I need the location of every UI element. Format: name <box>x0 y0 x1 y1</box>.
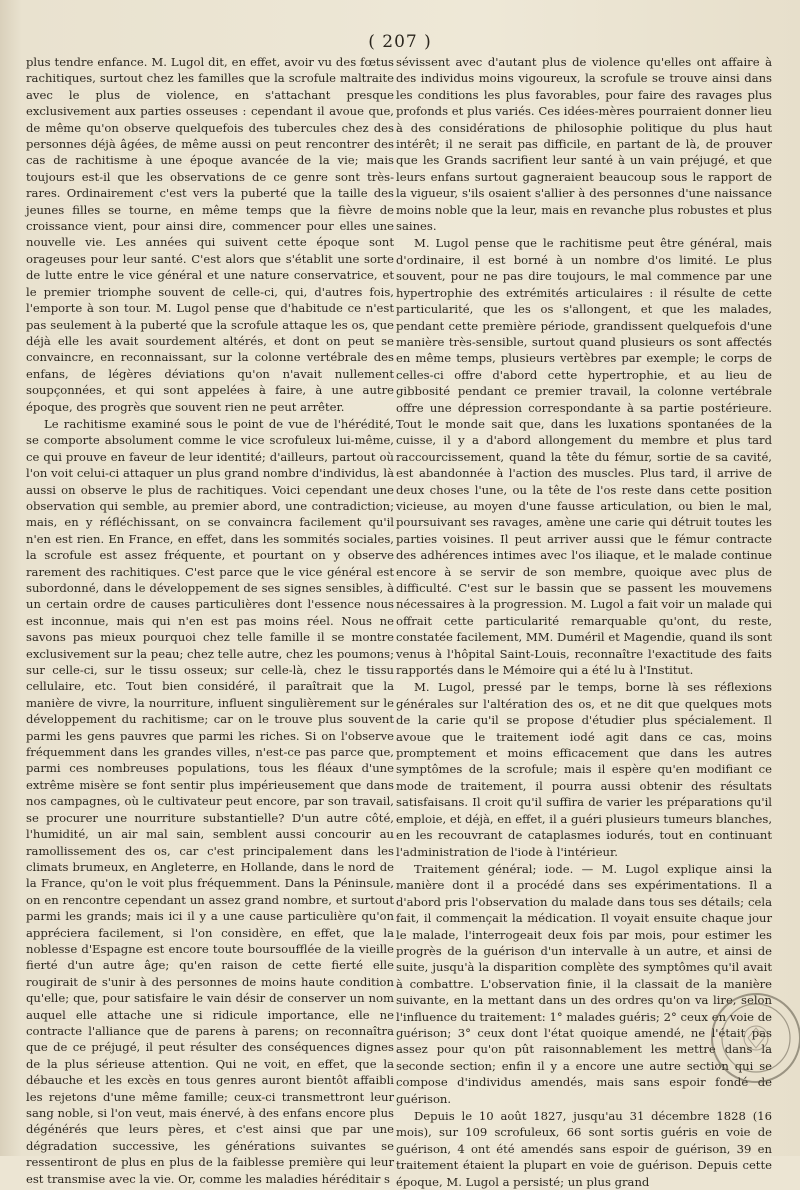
page-number: ( 207 ) <box>368 32 432 52</box>
paragraph: Depuis le 10 août 1827, jusqu'au 31 décembre 1828 (16 mois), sur 109 scrofuleux, 66 sont sortis guéris en voie de guérison, 4 ont été amendés sans espoir de guérison, 39 en traitement étaient la plupart en voie de guérison. Depuis cette époque, M. Lugol a persisté; un plus grand <box>396 1109 772 1189</box>
paragraph: Le rachitisme examiné sous le point de vue de l'hérédité, se comporte absolument comme le vice scrofuleux lui-même, ce qui prouve en faveur de leur identité; d'ailleurs, partout où l'on voit celui-ci attaquer un plus grand nombre d'individus, là aussi on observe le plus de rachitiques. Voici cependant une observation qui semble, au premier abord, une contradiction; mais, en y réfléchissant, on se convaincra facilement qu'il n'en est rien. En France, en effet, dans les sommités sociales, la scrofule est assez fréquente, et pourtant on y observe rarement des rachitiques. C'est parce que le vice général est subordonné, dans le développement de ses signes sensibles, à un certain ordre de causes particulières dont l'essence nous est inconnue, mais qui n'en est pas moins réel. Nous ne savons pas mieux pourquoi chez telle famille il se montre exclusivement sur la peau; chez telle autre, chez les poumons; sur celle-ci, sur le tissu osseux; sur celle-là, chez le tissu cellulaire, etc. Tout bien considéré, il paraîtrait que la manière de vivre, la nourriture, influent singulièrement sur le développement du rachitisme; car on le trouve plus souvent parmi les gens pauvres que parmi les riches. Si on l'observe fréquemment dans les grandes villes, n'est-ce pas parce que, parmi ces nombreuses populations, tous les fléaux d'une extrême misère se font sentir plus impérieusement que dans nos campagnes, où le cultivateur peut encore, par son travail, se procurer une nourriture substantielle? D'un autre côté, l'humidité, un air mal sain, semblent aussi concourir au ramollissement des os, car c'est principalement dans les climats brumeux, en Angleterre, en Hollande, dans le nord de la France, qu'on le voit plus fréquemment. Dans la Péninsule, on en rencontre cependant un assez grand nombre, et surtout parmi les grands; mais ici il y a une cause particulière qu'on appréciera facilement, si l'on considère, en effet, que la noblesse d'Espagne est encore toute boursoufflée de la vieille fierté d'un autre âge; qu'en raison de cette fierté elle rougirait de s'unir à des personnes de moins haute condition qu'elle; que, pour satisfaire le vain désir de conserver un nom auquel elle attache une si ridicule importance, elle ne contracte l'alliance que de parens à parens; on reconnaîtra que de ce préjugé, il peut résulter des conséquences dignes de la plus sérieuse attention. Qui ne voit, en effet, que la débauche et les excès en tous genres auront bientôt affaibli les rejetons d'une même famille; ceux-ci transmettront leur sang noble, si l'on veut, mais énervé, à des enfans encore plus dégénérés que leurs pères, et c'est ainsi que par une dégradation successive, les générations suivantes se ressentiront de plus en plus de la faiblesse première qui leur est transmise avec la vie. Or, comme les maladies héréditair s <box>26 416 394 1186</box>
paragraph: M. Lugol, pressé par le temps, borne là ses réflexions générales sur l'altération des os, et ne dit que quelques mots de la carie qu'il se propose d'étudier plus spécialement. Il avoue que le traitement iodé agit dans ce cas, moins promptement et moins efficacement que dans les autres symptômes de la scrofule; mais il espère qu'en modifiant ce mode de traitement, il pourra aussi obtenir des résultats satisfaisans. Il croit qu'il suffira de varier les préparations qu'il emploie, et déjà, en effet, il a guéri plusieurs tumeurs blanches, en les recouvrant de cataplasmes iodurés, tout en continuant l'administration de l'iode à l'intérieur. <box>396 680 773 859</box>
left-column <box>26 54 394 1187</box>
paragraph: Traitement général; iode. — M. Lugol explique ainsi la manière dont il a procédé dans ses expérimentations. Il a d'abord pris l'observation du malade dans tous ses détails; cela fait, il commençait la médication. Il voyait ensuite chaque jour le malade, l'interrogeait deux fois par mois, pour estimer les progrès de la guérison d'un intervalle à un autre, et ainsi de suite, jusqu'à la disparition complète des symptômes qu'il avait à combattre. L'observation finie, il la classait de la manière suivante, en la mettant dans un des ordres qu'on va lire, selon l'influence du traitement: 1° malades guéris; 2° ceux en voie de guérison; 3° ceux dont l'état quoique amendé, ne l'était pas assez pour qu'on pût raisonnablement les mettre dans la seconde section; enfin il y a encore une autre section qui se compose d'individus amendés, mais sans espoir fondé de guérison. <box>396 861 772 1106</box>
paragraph: sévissent avec d'autant plus de violence qu'elles ont affaire à des individus moins vigoureux, la scrofule se trouve ainsi dans les conditions les plus favorables, pour faire des ravages plus profonds et plus variés. Ces idées-mères pourraient donner lieu à des considérations de philosophie politique du plus haut intérêt; il ne serait pas difficile, en partant de là, de prouver que les Grands sacrifient leur santé à un vain préjugé, et que leurs enfans surtout gagneraient beaucoup sous le rapport de la vigueur, s'ils osaient s'allier à des personnes d'une naissance moins noble que la leur, mais en revanche plus robustes et plus saines. <box>396 55 772 234</box>
paragraph: M. Lugol pense que le rachitisme peut être général, mais d'ordinaire, il est borné à un nombre d'os limité. Le plus souvent, pour ne pas dire toujours, le mal commence par une hypertrophie des extrémités articulaires : il résulte de cette particularité, que les os s'allongent, et que les malades, pendant cette première période, grandissent quelquefois d'une manière très-sensible, surtout quand plusieurs os sont affectés en même temps, plusieurs vertèbres par exemple; le corps de celles-ci offre d'abord cette hypertrophie, et au lieu de gibbosité pendant ce premier travail, la colonne vertébrale offre une dépression correspondante à sa partie postérieure. Tout le monde sait que, dans les luxations spontanées de la cuisse, il y a d'abord allongement du membre et plus tard raccourcissement, quand la tête du fémur, sortie de sa cavité, est abandonnée à l'action des muscles. Plus tard, il arrive de deux choses l'une, ou la tête de l'os reste dans cette position vicieuse, au moyen d'une fausse articulation, ou bien le mal, poursuivant ses ravages, amène une carie qui détruit toutes les parties voisines. Il peut arriver aussi que le fémur contracte des adhérences intimes avec l'os iliaque, et le malade continue encore à se servir de son membre, quoique avec plus de difficulté. C'est sur le bassin que se passent les mouvemens nécessaires à la progression. M. Lugol a fait voir un malade qui offrait cette particularité remarquable qu'ont, du reste, constatée facilement, MM. Duméril et Magendie, quand ils sont venus à l'hôpital Saint-Louis, reconnaître l'exactitude des faits rapportés dans le Mémoire qui a été lu à l'Institut. <box>396 236 772 678</box>
paragraph: plus tendre enfance. M. Lugol dit, en effet, avoir vu des fœtus rachitiques, surtout chez les familles que la scrofule maltraite avec le plus de violence, en s'attachant presque exclusivement aux parties osseuses : cependant il avoue que, de même qu'on observe quelquefois des tubercules chez des personnes déjà âgées, de même aussi on peut rencontrer des cas de rachitisme à une époque avancée de la vie; mais toujours est-il que les observations de ce genre sont très-rares. Ordinairement c'est vers la puberté que la taille des jeunes filles se tourne, en même temps que la fièvre de croissance vient, pour ainsi dire, commencer pour elles une nouvelle vie. Les années qui suivent cette époque sont orageuses pour leur santé. C'est alors que s'établit une sorte de lutte entre le vice général et une nature conservatrice, et le premier triomphe souvent de celle-ci, qui, d'autres fois, l'emporte à son tour. M. Lugol pense que d'habitude ce n'est pas seulement à la puberté que la scrofule attaque les os, que déjà elle les avait sourdement altérés, et dont on peut se convaincre, en reconnaissant, sur la colonne vertébrale des enfans, de légères déviations qu'on n'avait nullement soupçonnées, et qui sont appelées à faire, à une autre époque, des progrès que souvent rien ne peut arrêter. <box>26 55 394 414</box>
stamp-seal-icon <box>708 990 800 1086</box>
